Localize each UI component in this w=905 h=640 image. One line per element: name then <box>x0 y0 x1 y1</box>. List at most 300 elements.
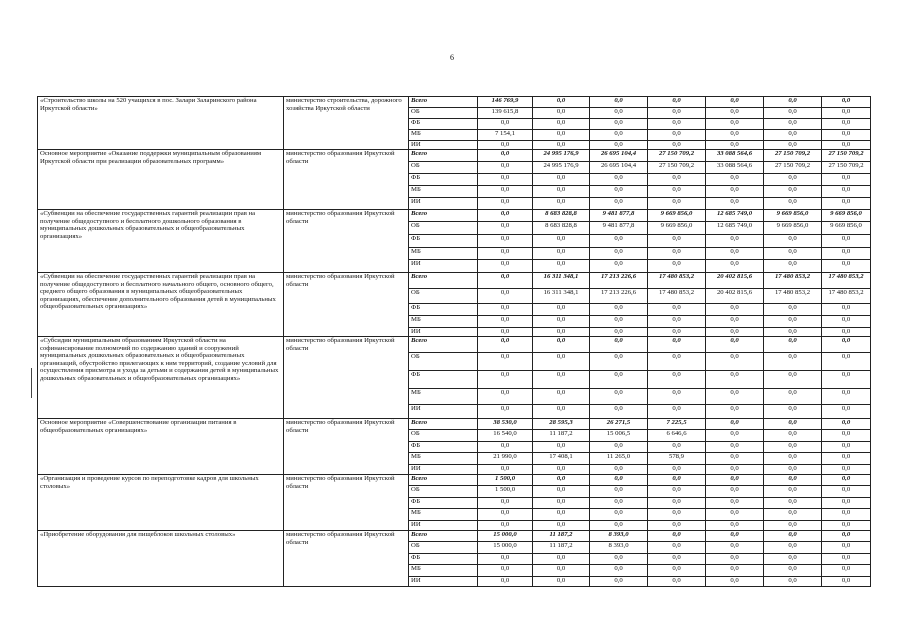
amount-cell: 0,0 <box>764 498 822 509</box>
amount-cell: 0,0 <box>764 405 822 419</box>
table-row <box>38 419 871 430</box>
amount-cell: 0,0 <box>822 119 871 130</box>
funding-source: Всего <box>409 475 478 486</box>
amount-cell: 0,0 <box>706 304 764 316</box>
amount-cell: 26 695 104,4 <box>590 162 648 174</box>
amount-cell: 0,0 <box>822 235 871 248</box>
amount-cell: 17 480 853,2 <box>648 289 706 304</box>
table-row <box>38 531 871 542</box>
amount-cell: 7 154,1 <box>478 130 533 141</box>
amount-cell: 0,0 <box>648 141 706 150</box>
amount-cell: 0,0 <box>822 316 871 328</box>
amount-cell: 0,0 <box>478 141 533 150</box>
amount-cell: 0,0 <box>648 304 706 316</box>
responsible-executor: министерство строительства, дорожного хозяйства Иркутской области <box>284 97 409 150</box>
amount-cell: 0,0 <box>706 119 764 130</box>
amount-cell: 0,0 <box>478 498 533 509</box>
amount-cell: 0,0 <box>590 405 648 419</box>
amount-cell: 0,0 <box>706 405 764 419</box>
amount-cell: 0,0 <box>764 465 822 475</box>
amount-cell: 0,0 <box>648 405 706 419</box>
amount-cell: 0,0 <box>648 108 706 119</box>
table-row <box>38 273 871 289</box>
amount-cell: 0,0 <box>706 531 764 542</box>
amount-cell: 0,0 <box>648 174 706 186</box>
amount-cell: 0,0 <box>478 260 533 273</box>
amount-cell: 0,0 <box>533 248 590 260</box>
amount-cell: 0,0 <box>706 509 764 521</box>
amount-cell: 0,0 <box>822 554 871 565</box>
funding-source: ОБ <box>409 108 478 119</box>
funding-source: МБ <box>409 565 478 577</box>
amount-cell: 0,0 <box>706 498 764 509</box>
amount-cell: 0,0 <box>478 235 533 248</box>
amount-cell: 0,0 <box>590 248 648 260</box>
amount-cell: 0,0 <box>478 198 533 210</box>
amount-cell: 0,0 <box>478 371 533 389</box>
amount-cell: 0,0 <box>706 316 764 328</box>
amount-cell: 0,0 <box>822 531 871 542</box>
amount-cell: 0,0 <box>533 108 590 119</box>
amount-cell: 0,0 <box>533 521 590 531</box>
amount-cell: 0,0 <box>764 509 822 521</box>
amount-cell: 28 595,3 <box>533 419 590 430</box>
amount-cell: 16 540,0 <box>478 430 533 442</box>
amount-cell: 0,0 <box>822 465 871 475</box>
responsible-executor: министерство образования Иркутской области <box>284 210 409 273</box>
amount-cell: 0,0 <box>478 174 533 186</box>
amount-cell: 0,0 <box>478 353 533 371</box>
budget-table-body <box>38 97 871 587</box>
amount-cell: 139 615,8 <box>478 108 533 119</box>
responsible-executor: министерство образования Иркутской области <box>284 337 409 419</box>
amount-cell: 0,0 <box>590 108 648 119</box>
amount-cell: 33 088 564,6 <box>706 150 764 162</box>
amount-cell: 17 480 853,2 <box>764 273 822 289</box>
amount-cell: 0,0 <box>533 442 590 453</box>
amount-cell: 0,0 <box>706 260 764 273</box>
amount-cell: 0,0 <box>706 565 764 577</box>
amount-cell: 0,0 <box>648 353 706 371</box>
amount-cell: 0,0 <box>533 304 590 316</box>
amount-cell: 0,0 <box>822 453 871 465</box>
amount-cell: 9 669 856,0 <box>648 222 706 235</box>
amount-cell: 0,0 <box>764 119 822 130</box>
funding-source: ОБ <box>409 222 478 235</box>
amount-cell: 0,0 <box>706 248 764 260</box>
funding-source: МБ <box>409 453 478 465</box>
funding-source: ОБ <box>409 162 478 174</box>
amount-cell: 0,0 <box>478 405 533 419</box>
amount-cell: 9 669 856,0 <box>648 210 706 222</box>
amount-cell: 0,0 <box>822 97 871 108</box>
amount-cell: 0,0 <box>822 186 871 198</box>
amount-cell: 0,0 <box>590 577 648 587</box>
activity-name: «Субвенции на обеспечение государственных гарантий реализации прав на получение общедоступного и бесплатного начального общего, основного общего, среднего общего образования в муниципальных общеобразовательных организациях, обеспечение дополнительного образования детей в муниципальных общеобразовательных организациях» <box>38 273 284 337</box>
amount-cell: 0,0 <box>478 273 533 289</box>
amount-cell: 11 187,2 <box>533 430 590 442</box>
amount-cell: 0,0 <box>648 486 706 498</box>
amount-cell: 0,0 <box>590 130 648 141</box>
amount-cell: 0,0 <box>764 97 822 108</box>
amount-cell: 0,0 <box>590 465 648 475</box>
amount-cell: 0,0 <box>764 337 822 353</box>
amount-cell: 0,0 <box>648 577 706 587</box>
amount-cell: 0,0 <box>706 371 764 389</box>
funding-source: ОБ <box>409 486 478 498</box>
amount-cell: 0,0 <box>648 260 706 273</box>
amount-cell: 0,0 <box>648 337 706 353</box>
amount-cell: 0,0 <box>764 565 822 577</box>
amount-cell: 15 000,0 <box>478 542 533 554</box>
amount-cell: 0,0 <box>764 577 822 587</box>
funding-source: ИИ <box>409 405 478 419</box>
amount-cell: 0,0 <box>533 186 590 198</box>
amount-cell: 0,0 <box>822 389 871 405</box>
amount-cell: 8 683 828,8 <box>533 210 590 222</box>
amount-cell: 0,0 <box>533 97 590 108</box>
amount-cell: 27 150 709,2 <box>648 162 706 174</box>
amount-cell: 0,0 <box>822 430 871 442</box>
funding-source: ОБ <box>409 289 478 304</box>
amount-cell: 0,0 <box>533 198 590 210</box>
amount-cell: 11 187,2 <box>533 531 590 542</box>
amount-cell: 578,9 <box>648 453 706 465</box>
table-row <box>38 475 871 486</box>
amount-cell: 0,0 <box>706 141 764 150</box>
amount-cell: 0,0 <box>478 328 533 337</box>
amount-cell: 9 481 877,8 <box>590 222 648 235</box>
funding-source: Всего <box>409 337 478 353</box>
amount-cell: 9 669 856,0 <box>822 210 871 222</box>
amount-cell: 0,0 <box>648 235 706 248</box>
amount-cell: 0,0 <box>590 260 648 273</box>
amount-cell: 0,0 <box>478 521 533 531</box>
amount-cell: 0,0 <box>706 108 764 119</box>
amount-cell: 0,0 <box>764 186 822 198</box>
amount-cell: 27 150 709,2 <box>648 150 706 162</box>
amount-cell: 0,0 <box>648 328 706 337</box>
funding-source: МБ <box>409 248 478 260</box>
funding-source: МБ <box>409 316 478 328</box>
amount-cell: 0,0 <box>822 353 871 371</box>
amount-cell: 27 150 709,2 <box>764 150 822 162</box>
table-row <box>38 97 871 108</box>
amount-cell: 0,0 <box>533 141 590 150</box>
amount-cell: 0,0 <box>822 141 871 150</box>
amount-cell: 0,0 <box>590 119 648 130</box>
amount-cell: 0,0 <box>478 248 533 260</box>
amount-cell: 0,0 <box>706 554 764 565</box>
amount-cell: 0,0 <box>648 465 706 475</box>
amount-cell: 8 393,0 <box>590 531 648 542</box>
amount-cell: 0,0 <box>590 486 648 498</box>
amount-cell: 0,0 <box>706 521 764 531</box>
funding-source: ОБ <box>409 353 478 371</box>
amount-cell: 26 271,5 <box>590 419 648 430</box>
amount-cell: 0,0 <box>478 119 533 130</box>
amount-cell: 0,0 <box>648 565 706 577</box>
amount-cell: 20 402 815,6 <box>706 273 764 289</box>
amount-cell: 0,0 <box>822 419 871 430</box>
funding-source: Всего <box>409 210 478 222</box>
amount-cell: 27 150 709,2 <box>764 162 822 174</box>
amount-cell: 0,0 <box>764 389 822 405</box>
amount-cell: 0,0 <box>478 222 533 235</box>
amount-cell: 0,0 <box>533 119 590 130</box>
budget-table <box>37 96 871 587</box>
amount-cell: 0,0 <box>478 509 533 521</box>
amount-cell: 0,0 <box>648 316 706 328</box>
funding-source: МБ <box>409 509 478 521</box>
amount-cell: 0,0 <box>822 542 871 554</box>
amount-cell: 0,0 <box>706 486 764 498</box>
amount-cell: 0,0 <box>590 141 648 150</box>
amount-cell: 0,0 <box>764 486 822 498</box>
amount-cell: 0,0 <box>822 486 871 498</box>
amount-cell: 0,0 <box>478 337 533 353</box>
amount-cell: 0,0 <box>822 509 871 521</box>
amount-cell: 0,0 <box>764 371 822 389</box>
amount-cell: 6 646,6 <box>648 430 706 442</box>
amount-cell: 0,0 <box>590 498 648 509</box>
funding-source: ОБ <box>409 430 478 442</box>
amount-cell: 24 995 176,9 <box>533 162 590 174</box>
funding-source: Всего <box>409 273 478 289</box>
amount-cell: 0,0 <box>478 389 533 405</box>
amount-cell: 0,0 <box>478 577 533 587</box>
amount-cell: 9 669 856,0 <box>764 210 822 222</box>
funding-source: Всего <box>409 531 478 542</box>
amount-cell: 0,0 <box>533 337 590 353</box>
amount-cell: 0,0 <box>764 430 822 442</box>
amount-cell: 0,0 <box>764 130 822 141</box>
amount-cell: 0,0 <box>478 150 533 162</box>
margin-mark <box>31 368 32 398</box>
amount-cell: 17 480 853,2 <box>822 289 871 304</box>
activity-name: «Приобретение оборудования для пищеблоков школьных столовых» <box>38 531 284 587</box>
amount-cell: 8 683 828,8 <box>533 222 590 235</box>
amount-cell: 0,0 <box>764 304 822 316</box>
amount-cell: 0,0 <box>764 475 822 486</box>
amount-cell: 0,0 <box>533 389 590 405</box>
amount-cell: 0,0 <box>648 130 706 141</box>
amount-cell: 0,0 <box>648 248 706 260</box>
funding-source: ФБ <box>409 304 478 316</box>
amount-cell: 0,0 <box>764 554 822 565</box>
funding-source: ФБ <box>409 119 478 130</box>
responsible-executor: министерство образования Иркутской области <box>284 273 409 337</box>
funding-source: Всего <box>409 97 478 108</box>
amount-cell: 15 000,0 <box>478 531 533 542</box>
amount-cell: 0,0 <box>478 565 533 577</box>
amount-cell: 0,0 <box>706 419 764 430</box>
funding-source: ИИ <box>409 260 478 273</box>
amount-cell: 0,0 <box>706 174 764 186</box>
amount-cell: 0,0 <box>533 260 590 273</box>
funding-source: ФБ <box>409 498 478 509</box>
amount-cell: 0,0 <box>533 565 590 577</box>
funding-source: МБ <box>409 389 478 405</box>
amount-cell: 0,0 <box>533 554 590 565</box>
activity-name: «Строительство школы на 520 учащихся в пос. Залари Заларинского района Иркутской области» <box>38 97 284 150</box>
page-number: 6 <box>450 53 454 62</box>
amount-cell: 0,0 <box>764 316 822 328</box>
amount-cell: 0,0 <box>822 260 871 273</box>
amount-cell: 17 213 226,6 <box>590 289 648 304</box>
amount-cell: 12 685 749,0 <box>706 222 764 235</box>
amount-cell: 0,0 <box>706 97 764 108</box>
amount-cell: 0,0 <box>648 475 706 486</box>
amount-cell: 12 685 749,0 <box>706 210 764 222</box>
amount-cell: 0,0 <box>706 353 764 371</box>
amount-cell: 0,0 <box>706 465 764 475</box>
amount-cell: 0,0 <box>590 97 648 108</box>
amount-cell: 9 481 877,8 <box>590 210 648 222</box>
amount-cell: 0,0 <box>590 371 648 389</box>
amount-cell: 0,0 <box>478 465 533 475</box>
amount-cell: 0,0 <box>590 174 648 186</box>
amount-cell: 0,0 <box>648 389 706 405</box>
amount-cell: 0,0 <box>590 186 648 198</box>
amount-cell: 0,0 <box>822 498 871 509</box>
amount-cell: 0,0 <box>648 509 706 521</box>
amount-cell: 20 402 815,6 <box>706 289 764 304</box>
amount-cell: 0,0 <box>764 141 822 150</box>
amount-cell: 0,0 <box>590 521 648 531</box>
funding-source: ФБ <box>409 554 478 565</box>
amount-cell: 0,0 <box>764 419 822 430</box>
amount-cell: 0,0 <box>533 405 590 419</box>
amount-cell: 0,0 <box>648 186 706 198</box>
amount-cell: 0,0 <box>764 531 822 542</box>
amount-cell: 0,0 <box>822 442 871 453</box>
amount-cell: 0,0 <box>706 442 764 453</box>
amount-cell: 33 088 564,6 <box>706 162 764 174</box>
amount-cell: 26 695 104,4 <box>590 150 648 162</box>
funding-source: ИИ <box>409 577 478 587</box>
amount-cell: 24 995 176,9 <box>533 150 590 162</box>
amount-cell: 0,0 <box>648 498 706 509</box>
table-row <box>38 210 871 222</box>
table-row <box>38 337 871 353</box>
funding-source: МБ <box>409 130 478 141</box>
amount-cell: 0,0 <box>533 509 590 521</box>
funding-source: ФБ <box>409 371 478 389</box>
amount-cell: 38 530,0 <box>478 419 533 430</box>
amount-cell: 0,0 <box>822 108 871 119</box>
amount-cell: 0,0 <box>706 430 764 442</box>
amount-cell: 0,0 <box>822 248 871 260</box>
amount-cell: 0,0 <box>706 235 764 248</box>
amount-cell: 11 187,2 <box>533 542 590 554</box>
amount-cell: 0,0 <box>822 304 871 316</box>
amount-cell: 0,0 <box>764 248 822 260</box>
funding-source: ИИ <box>409 328 478 337</box>
funding-source: ФБ <box>409 235 478 248</box>
amount-cell: 0,0 <box>590 337 648 353</box>
amount-cell: 17 480 853,2 <box>764 289 822 304</box>
responsible-executor: министерство образования Иркутской области <box>284 531 409 587</box>
amount-cell: 0,0 <box>706 186 764 198</box>
amount-cell: 0,0 <box>648 531 706 542</box>
amount-cell: 0,0 <box>590 304 648 316</box>
amount-cell: 0,0 <box>533 371 590 389</box>
amount-cell: 0,0 <box>533 174 590 186</box>
funding-source: ФБ <box>409 174 478 186</box>
amount-cell: 0,0 <box>590 565 648 577</box>
amount-cell: 0,0 <box>478 186 533 198</box>
responsible-executor: министерство образования Иркутской области <box>284 419 409 475</box>
funding-source: ИИ <box>409 465 478 475</box>
funding-source: ИИ <box>409 198 478 210</box>
amount-cell: 0,0 <box>590 389 648 405</box>
amount-cell: 17 480 853,2 <box>648 273 706 289</box>
amount-cell: 0,0 <box>764 108 822 119</box>
funding-source: ИИ <box>409 521 478 531</box>
amount-cell: 0,0 <box>478 554 533 565</box>
funding-source: Всего <box>409 419 478 430</box>
amount-cell: 0,0 <box>478 442 533 453</box>
amount-cell: 0,0 <box>533 130 590 141</box>
amount-cell: 0,0 <box>706 577 764 587</box>
amount-cell: 0,0 <box>764 174 822 186</box>
activity-name: «Субвенции на обеспечение государственных гарантий реализации прав на получение общедоступного и бесплатного дошкольного образования в муниципальных дошкольных образовательных и общеобразовательных организациях» <box>38 210 284 273</box>
activity-name: «Организация и проведение курсов по переподготовке кадров для школьных столовых» <box>38 475 284 531</box>
funding-source: ФБ <box>409 442 478 453</box>
amount-cell: 16 311 348,1 <box>533 289 590 304</box>
amount-cell: 0,0 <box>822 174 871 186</box>
amount-cell: 15 006,5 <box>590 430 648 442</box>
amount-cell: 27 150 709,2 <box>822 150 871 162</box>
amount-cell: 0,0 <box>590 316 648 328</box>
amount-cell: 27 150 709,2 <box>822 162 871 174</box>
amount-cell: 0,0 <box>648 198 706 210</box>
amount-cell: 0,0 <box>706 475 764 486</box>
amount-cell: 0,0 <box>648 371 706 389</box>
amount-cell: 0,0 <box>533 577 590 587</box>
amount-cell: 0,0 <box>590 235 648 248</box>
activity-name: Основное мероприятие «Оказание поддержки муниципальным образованиям Иркутской области при реализации образовательных программ» <box>38 150 284 210</box>
amount-cell: 9 669 856,0 <box>822 222 871 235</box>
amount-cell: 0,0 <box>764 521 822 531</box>
amount-cell: 0,0 <box>822 577 871 587</box>
amount-cell: 0,0 <box>764 235 822 248</box>
amount-cell: 0,0 <box>533 486 590 498</box>
amount-cell: 0,0 <box>478 316 533 328</box>
amount-cell: 0,0 <box>648 542 706 554</box>
amount-cell: 1 500,0 <box>478 486 533 498</box>
amount-cell: 0,0 <box>648 442 706 453</box>
amount-cell: 0,0 <box>822 198 871 210</box>
activity-name: Основное мероприятие «Совершенствование организации питания в общеобразовательных организациях» <box>38 419 284 475</box>
amount-cell: 0,0 <box>590 198 648 210</box>
responsible-executor: министерство образования Иркутской области <box>284 475 409 531</box>
amount-cell: 0,0 <box>648 97 706 108</box>
amount-cell: 0,0 <box>822 130 871 141</box>
amount-cell: 17 408,1 <box>533 453 590 465</box>
amount-cell: 0,0 <box>822 337 871 353</box>
amount-cell: 8 393,0 <box>590 542 648 554</box>
amount-cell: 0,0 <box>706 328 764 337</box>
amount-cell: 0,0 <box>478 304 533 316</box>
amount-cell: 0,0 <box>764 353 822 371</box>
amount-cell: 0,0 <box>822 405 871 419</box>
amount-cell: 0,0 <box>648 554 706 565</box>
amount-cell: 0,0 <box>478 210 533 222</box>
amount-cell: 0,0 <box>822 565 871 577</box>
amount-cell: 0,0 <box>590 328 648 337</box>
